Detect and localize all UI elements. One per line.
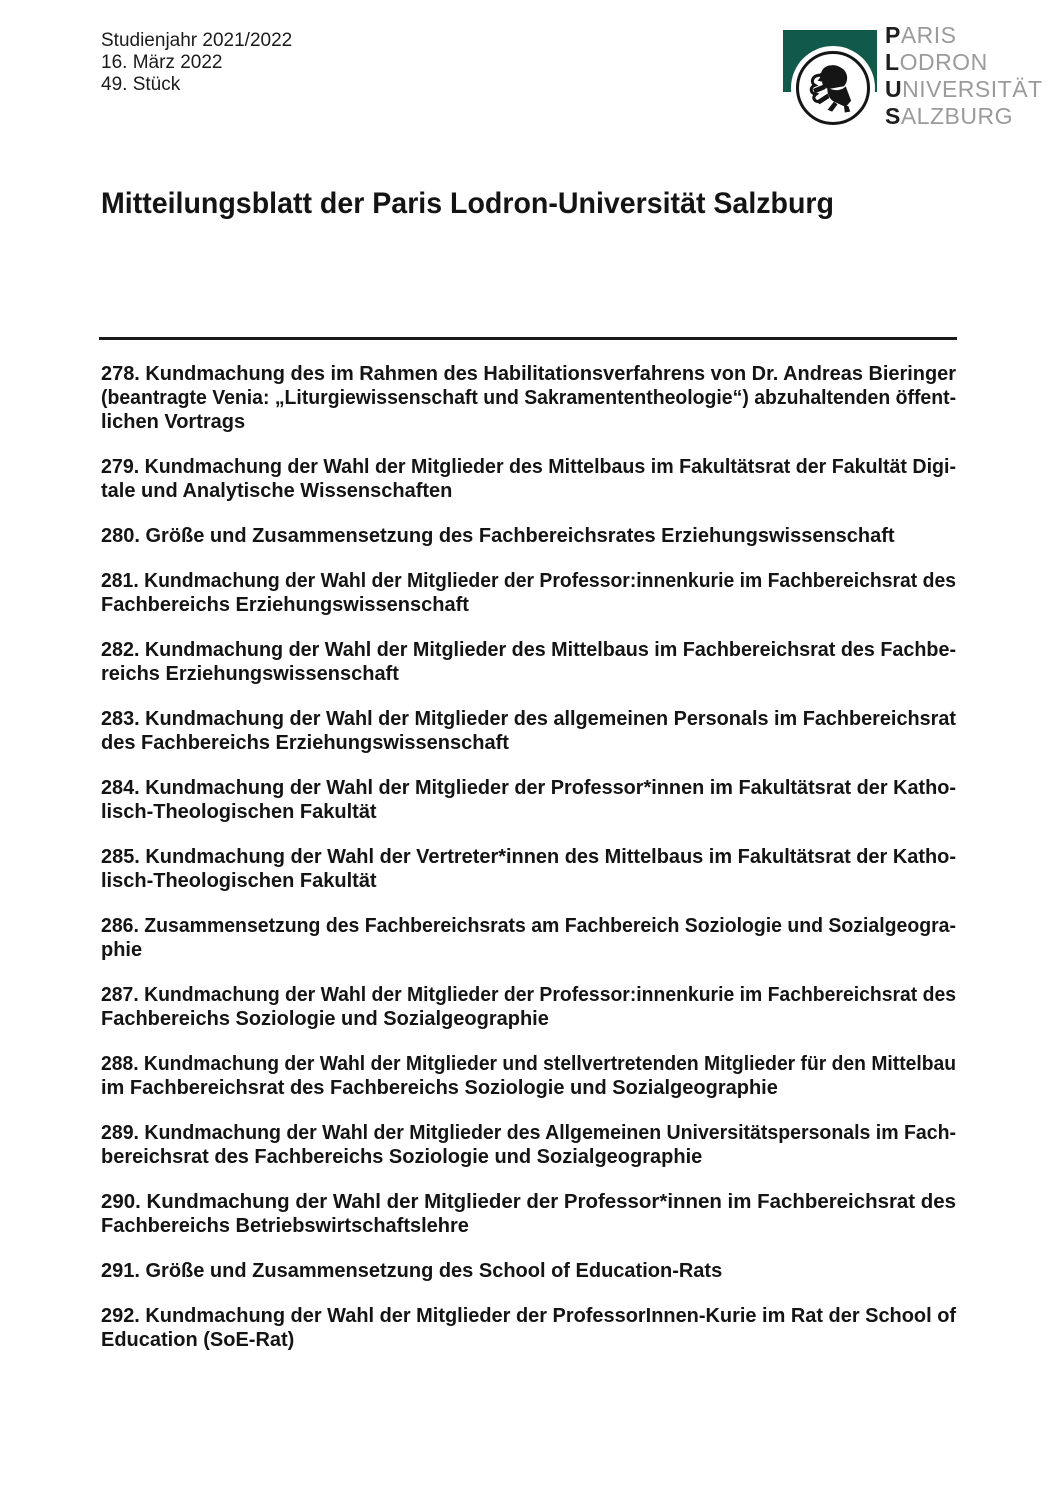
toc-item-line: des Fachbereichs Erziehungswissenschaft	[101, 732, 509, 754]
toc-item-line: 286. Zusammensetzung des Fachbereichsrats am Fachbereich Soziologie und Sozialgeogra-	[101, 915, 956, 937]
toc-item	[101, 524, 956, 548]
toc-item-line: 280. Größe und Zusammensetzung des Fachbereichsrates Erziehungswissenschaft	[101, 525, 895, 547]
toc-item-line: 292. Kundmachung der Wahl der Mitglieder der ProfessorInnen-Kurie im Rat der School of	[101, 1305, 957, 1327]
toc-item-line: lisch-Theologischen Fakultät	[101, 801, 377, 823]
toc-item	[101, 569, 956, 617]
page-title	[101, 186, 871, 222]
toc-item	[101, 983, 956, 1031]
toc-item	[101, 1121, 956, 1169]
toc-item-line: 287. Kundmachung der Wahl der Mitglieder der Professor:innenkurie im Fachbereichsrat des	[101, 984, 957, 1006]
toc-item	[101, 1259, 956, 1283]
issue-date: 16. März 2022	[101, 52, 223, 73]
toc-item-line: Fachbereichs Betriebswirtschaftslehre	[101, 1215, 469, 1237]
toc-item	[101, 1052, 956, 1100]
toc-item-line: 285. Kundmachung der Wahl der Vertreter*innen des Mittelbaus im Fakultätsrat der Katho-	[101, 846, 956, 868]
wordmark-line-universitaet	[885, 76, 1043, 103]
wordmark-rest: ALZBURG	[900, 103, 1013, 129]
toc-item-line: 282. Kundmachung der Wahl der Mitglieder des Mittelbaus im Fachbereichsrat des Fachbe-	[101, 639, 957, 661]
toc-item-line: tale und Analytische Wissenschaften	[101, 480, 453, 502]
toc-item-line: phie	[101, 939, 143, 961]
wordmark-line-paris	[885, 22, 1043, 49]
toc-item	[101, 776, 956, 824]
toc-item-line: Education (SoE-Rat)	[101, 1329, 295, 1351]
toc-item-line: 289. Kundmachung der Wahl der Mitglieder des Allgemeinen Universitätspersonals im Fach-	[101, 1122, 957, 1144]
toc-item-line: lisch-Theologischen Fakultät	[101, 870, 377, 892]
wordmark-initial: P	[885, 22, 901, 48]
toc-item-line: 291. Größe und Zusammensetzung des School of Education-Rats	[101, 1260, 723, 1282]
wordmark-initial: L	[885, 49, 900, 75]
wordmark-initial: S	[885, 103, 901, 129]
lion-badge	[796, 51, 870, 125]
toc-item-line: reichs Erziehungswissenschaft	[101, 663, 399, 685]
issue-studienjahr: Studienjahr 2021/2022	[101, 30, 293, 51]
issue-info	[101, 30, 292, 96]
wordmark-rest: NIVERSITÄT	[902, 76, 1043, 102]
lion-icon	[804, 59, 862, 117]
toc-item-line: lichen Vortrags	[101, 411, 246, 433]
toc-item	[101, 362, 956, 434]
toc-item-line: 290. Kundmachung der Wahl der Mitglieder der Professor*innen im Fachbereichsrat des	[101, 1191, 957, 1213]
toc-item	[101, 914, 956, 962]
toc-item-line: 283. Kundmachung der Wahl der Mitglieder des allgemeinen Personals im Fachbereichsrat	[101, 708, 957, 730]
university-logo	[783, 20, 1043, 142]
toc-item-line: bereichsrat des Fachbereichs Soziologie und Sozialgeographie	[101, 1146, 703, 1168]
toc-item-line: (beantragte Venia: „Liturgiewissenschaft und Sakramententheologie“) abzuhaltenden öffent-	[101, 387, 957, 409]
toc-item-line: 278. Kundmachung des im Rahmen des Habilitationsverfahrens von Dr. Andreas Bieringer	[101, 363, 957, 385]
page-title-text: Mitteilungsblatt der Paris Lodron-Universität Salzburg	[101, 187, 834, 220]
toc-item	[101, 455, 956, 503]
wordmark-line-salzburg	[885, 103, 1043, 130]
toc-item	[101, 707, 956, 755]
wordmark-rest: ODRON	[899, 49, 988, 75]
toc-item-line: Fachbereichs Soziologie und Sozialgeographie	[101, 1008, 549, 1030]
toc-item	[101, 638, 956, 686]
toc	[101, 362, 956, 1373]
toc-item-line: 284. Kundmachung der Wahl der Mitglieder der Professor*innen im Fakultätsrat der Katho-	[101, 777, 957, 799]
wordmark-line-lodron	[885, 49, 1043, 76]
toc-item	[101, 1304, 956, 1352]
toc-item-line: 279. Kundmachung der Wahl der Mitglieder des Mittelbaus im Fakultätsrat der Fakultät Digi-	[101, 456, 956, 478]
toc-item	[101, 1190, 956, 1238]
logo-wordmark	[885, 22, 1043, 130]
toc-item-line: 281. Kundmachung der Wahl der Mitglieder der Professor:innenkurie im Fachbereichsrat des	[101, 570, 957, 592]
issue-number: 49. Stück	[101, 74, 181, 95]
wordmark-rest: ARIS	[900, 22, 957, 48]
wordmark-initial: U	[885, 76, 903, 102]
toc-item	[101, 845, 956, 893]
divider	[99, 337, 957, 340]
toc-item-line: im Fachbereichsrat des Fachbereichs Soziologie und Sozialgeographie	[101, 1077, 778, 1099]
toc-item-line: 288. Kundmachung der Wahl der Mitglieder und stellvertretenden Mitglieder für den Mittelbau	[101, 1053, 957, 1075]
toc-item-line: Fachbereichs Erziehungswissenschaft	[101, 594, 469, 616]
